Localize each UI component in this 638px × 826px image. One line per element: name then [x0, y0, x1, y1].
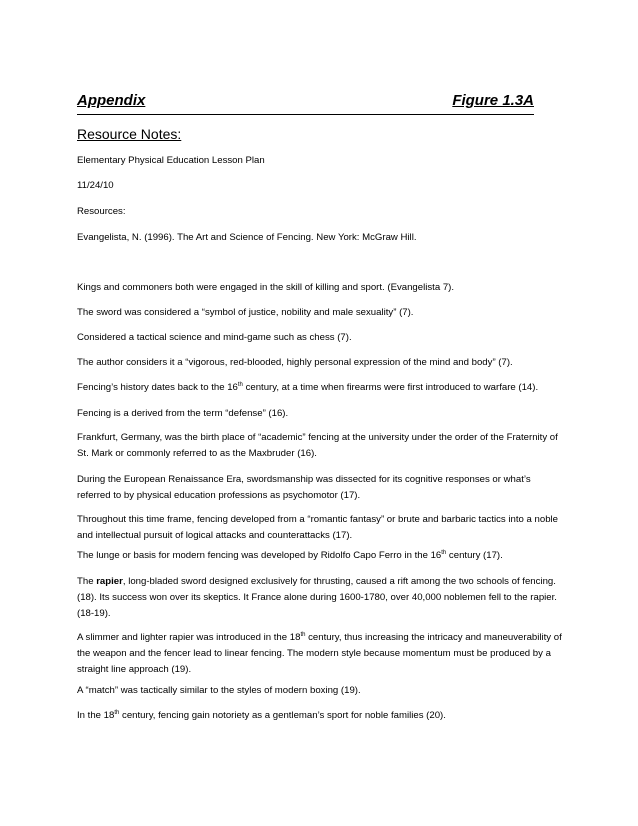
note-text: In the 18: [77, 710, 115, 721]
note-text: century (17).: [446, 550, 503, 561]
note-item: Frankfurt, Germany, was the birth place of “academic” fencing at the university under the order of the Fraternity of St. Mark or commonly referred to as the Maxbruder (16).: [77, 432, 558, 459]
note-text: , long-bladed sword designed exclusively for thrusting, caused a rift among the two schools of fencing. (18). Its success won over its skeptics. It France alone during 1600-1780, over 40,000 noblemen fell to the rapier. (18-19).: [77, 576, 557, 619]
note-text: The: [77, 576, 97, 587]
section-title: Resource Notes:: [77, 126, 182, 142]
ordinal-suffix: th: [441, 549, 447, 556]
note-item: Considered a tactical science and mind-game such as chess (7).: [77, 332, 352, 343]
note-text: Fencing’s history dates back to the 16: [77, 382, 238, 393]
resources-label: Resources:: [77, 206, 126, 217]
note-item: Fencing is a derived from the term “defense” (16).: [77, 408, 289, 419]
appendix-header: [77, 92, 534, 115]
figure-label: Figure 1.3A: [452, 92, 534, 109]
note-item: [77, 630, 565, 678]
note-text: The lunge or basis for modern fencing was developed by Ridolfo Capo Ferro in the 16: [77, 550, 442, 561]
note-item: During the European Renaissance Era, swordsmanship was dissected for its cognitive responses or what’s referred to by physical education professions as psychomotor (17).: [77, 474, 531, 501]
lesson-plan-title: Elementary Physical Education Lesson Plan: [77, 155, 265, 166]
ordinal-suffix: th: [237, 381, 243, 388]
note-item: Throughout this time frame, fencing developed from a “romantic fantasy” or brute and barbaric tactics into a noble and intellectual pursuit of logical attacks and counterattacks (17).: [77, 514, 558, 541]
note-item: The sword was considered a “symbol of justice, nobility and male sexuality” (7).: [77, 307, 414, 318]
note-item: [77, 708, 446, 724]
note-item: [77, 548, 503, 564]
citation: Evangelista, N. (1996). The Art and Science of Fencing. New York: McGraw Hill.: [77, 232, 417, 243]
note-text: century, thus increasing the intricacy and maneuverability of the weapon and the fencer lead to linear fencing. The modern style because momentum must be produced by a straight line approach (19).: [77, 632, 562, 675]
note-text: A slimmer and lighter rapier was introduced in the 18: [77, 632, 301, 643]
note-item: A “match” was tactically similar to the styles of modern boxing (19).: [77, 685, 361, 696]
note-text: century, at a time when firearms were first introduced to warfare (14).: [242, 382, 539, 393]
note-item: Kings and commoners both were engaged in the skill of killing and sport. (Evangelista 7).: [77, 282, 455, 293]
appendix-title: Appendix: [77, 92, 146, 109]
note-text: century, fencing gain notoriety as a gentleman’s sport for noble families (20).: [119, 710, 446, 721]
note-item: [77, 574, 565, 622]
note-item: [77, 380, 538, 396]
document-date: 11/24/10: [77, 180, 114, 191]
ordinal-suffix: th: [114, 709, 120, 716]
note-item: The author considers it a “vigorous, red-blooded, highly personal expression of the mind and body” (7).: [77, 357, 513, 368]
ordinal-suffix: th: [300, 631, 306, 638]
rapier-term: rapier: [96, 576, 123, 587]
